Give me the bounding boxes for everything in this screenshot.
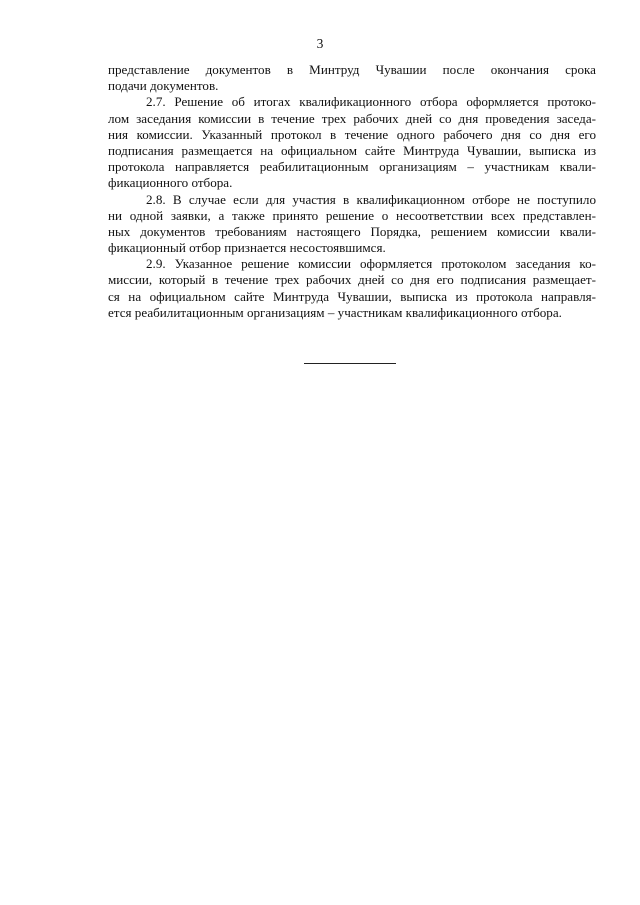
paragraph-2-8: [108, 192, 596, 257]
text-line: фикационный отбор признается несостоявшимся.: [108, 240, 386, 256]
text-line: ния комиссии. Указанный протокол в течение одного рабочего дня со дня его: [108, 126, 596, 142]
closing-rule: [304, 363, 396, 364]
text-line: подачи документов.: [108, 78, 219, 94]
text-line: 2.8. В случае если для участия в квалификационном отборе не поступило: [146, 191, 596, 207]
text-line: ется реабилитационным организациям – участникам квалификационного отбора.: [108, 304, 562, 320]
text-line: 2.9. Указанное решение комиссии оформляется протоколом заседания ко-: [146, 256, 596, 272]
text-line: лом заседания комиссии в течение трех рабочих дней со дня проведения заседа-: [108, 110, 596, 126]
text-line: 2.7. Решение об итогах квалификационного отбора оформляется протоко-: [146, 94, 596, 110]
paragraph-continuation: [108, 62, 596, 94]
text-line: протокола направляется реабилитационным организациям – участникам квали-: [108, 159, 596, 175]
text-line: ни одной заявки, а также принято решение о несоответствии всех представлен-: [108, 207, 596, 223]
paragraph-2-7: [108, 94, 596, 191]
text-line: подписания размещается на официальном сайте Минтруда Чувашии, выписка из: [108, 142, 596, 158]
page-number: 3: [316, 36, 324, 51]
text-line: ся на официальном сайте Минтруда Чувашии, выписка из протокола направля-: [108, 288, 596, 304]
document-body: [108, 62, 596, 321]
text-line: миссии, который в течение трех рабочих дней со дня его подписания размещает-: [108, 272, 596, 288]
text-line: фикационного отбора.: [108, 175, 233, 191]
text-line: представление документов в Минтруд Чувашии после окончания срока: [108, 62, 596, 77]
paragraph-2-9: [108, 256, 596, 321]
text-line: ных документов требованиям настоящего Порядка, решением комиссии квали-: [108, 223, 596, 239]
